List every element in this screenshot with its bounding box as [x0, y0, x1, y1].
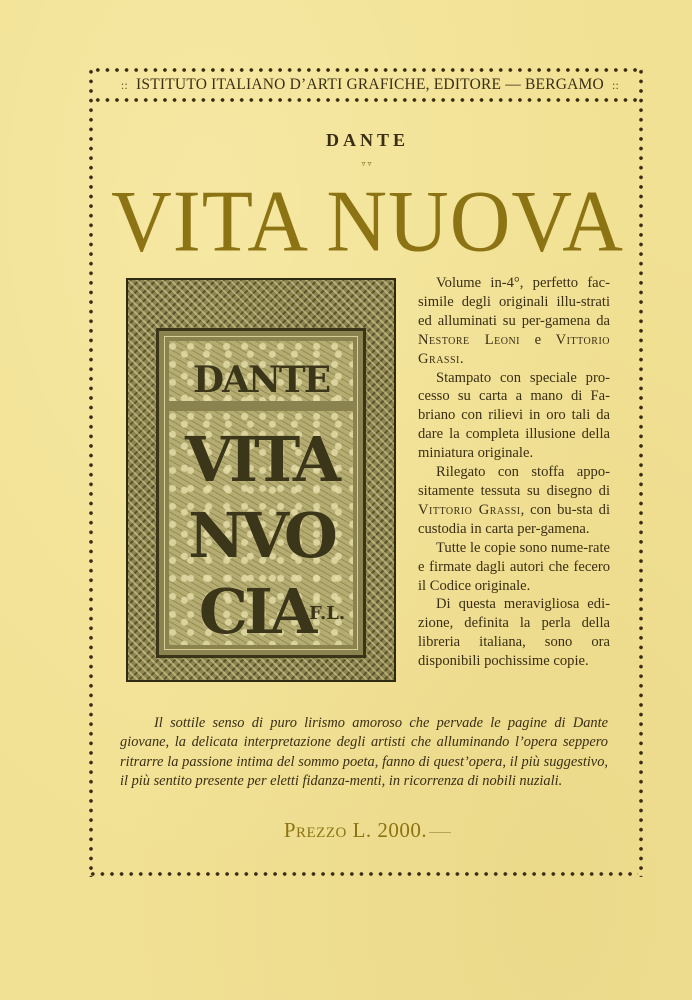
header-bottom-dots	[93, 97, 643, 103]
frame-top-dots	[93, 67, 643, 73]
description-paragraph: Tutte le copie sono nume-rate e firmate dagli autori che fecero il Codice originale.	[418, 539, 610, 594]
description-text: Volume in-4°, perfetto fac-simile degli originali illu-strati ed alluminati su per-gamena da	[418, 275, 610, 329]
italic-blurb	[120, 714, 608, 792]
description-text: , con bu-sta di custodia in carta per-gamena.	[418, 501, 610, 537]
triangle-ornament-icon: ▿▿	[361, 159, 374, 168]
price-label: Prezzo	[283, 818, 347, 842]
blurb-paragraph: Il sottile senso di puro lirismo amoroso che pervade le pagine di Dante giovane, la delicata interpretazione degli artisti che alluminando l’opera seppero ritrarre la passione intima del sommo poeta, fanno di quest’opera, il più suggestivo, il più sentito presente per eletti fidanza-menti, in ricorrenza di nobili nuziali.	[120, 715, 608, 790]
cover-word-nvo: NVO	[188, 499, 334, 572]
author-name: DANTE	[325, 130, 409, 150]
header-ornament-left: ::	[120, 78, 128, 92]
publisher-header	[100, 76, 640, 94]
frame-right-dots	[638, 67, 644, 877]
frame-left-dots	[88, 67, 94, 877]
artist-name: Vittorio Grassi	[418, 501, 521, 518]
cover-monogram: F.L.	[309, 603, 346, 624]
description-paragraph: Stampato con speciale pro-cesso su carta a mano di Fa-briano con rilievi in oro tali da dare la completa illusione della miniatura originale.	[418, 369, 610, 462]
description-paragraph	[418, 463, 610, 539]
price-line	[100, 818, 635, 843]
artist-name: Nestore Leoni	[418, 331, 521, 348]
book-title: VITA NUOVA	[111, 172, 624, 271]
artist-name: Vittorio Grassi	[418, 331, 610, 367]
cover-top-panel	[169, 341, 353, 401]
publisher-name: ISTITUTO ITALIANO D’ARTI GRAFICHE, EDITORE — BERGAMO	[136, 76, 604, 93]
book-cover-image	[126, 278, 396, 682]
cover-word-vita: VITA	[185, 423, 337, 496]
description-paragraph	[418, 274, 610, 369]
description-text: e	[520, 331, 556, 348]
description-text: Rilegato con stoffa appo-sitamente tessuta su disegno di	[418, 464, 610, 499]
header-ornament-right: ::	[612, 78, 620, 92]
frame-bottom-dots	[88, 871, 638, 877]
product-description	[418, 274, 610, 671]
cover-word-dante: DANTE	[192, 359, 330, 401]
price-dash	[429, 832, 451, 833]
price-value: L. 2000.	[352, 818, 428, 842]
description-paragraph: Di questa meravigliosa edi-zione, definita la perla della libreria italiana, sono ora disponibili pochissime copie.	[418, 596, 610, 670]
cover-inner-frame	[156, 328, 366, 658]
cover-word-cia: CIA	[198, 575, 314, 648]
description-text: .	[459, 350, 464, 367]
